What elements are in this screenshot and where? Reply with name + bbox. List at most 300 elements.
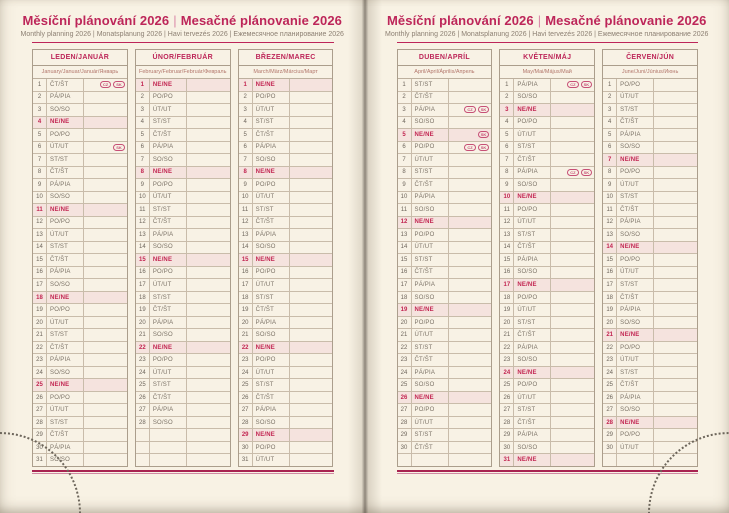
empty-day-row	[398, 454, 492, 466]
day-row	[500, 292, 594, 305]
day-row	[398, 154, 492, 167]
empty-day-row	[136, 429, 230, 442]
notes-cell	[654, 217, 697, 229]
notes-cell	[551, 442, 594, 454]
empty-day-row	[603, 454, 697, 466]
day-number: 28	[136, 417, 150, 429]
day-row	[398, 204, 492, 217]
day-number: 9	[136, 179, 150, 191]
day-row	[136, 354, 230, 367]
day-row	[603, 367, 697, 380]
notes-cell	[290, 242, 333, 254]
day-row	[33, 404, 127, 417]
notes-cell	[654, 317, 697, 329]
day-name: ČT/ŠT	[617, 292, 654, 304]
months-right	[397, 49, 699, 467]
day-name: ST/ST	[47, 242, 84, 254]
day-number: 7	[500, 154, 514, 166]
day-name: PO/PO	[514, 204, 551, 216]
months-left	[32, 49, 334, 467]
notes-cell	[187, 292, 230, 304]
notes-cell	[290, 404, 333, 416]
day-row	[603, 417, 697, 430]
day-row	[398, 179, 492, 192]
month-subtitle: May/Mai/Május/Май	[500, 66, 594, 79]
day-name: ST/ST	[150, 204, 187, 216]
notes-cell	[187, 167, 230, 179]
notes-cell	[654, 417, 697, 429]
month-rows	[136, 79, 230, 466]
notes-cell	[551, 329, 594, 341]
day-number: 9	[500, 179, 514, 191]
day-number: 24	[398, 367, 412, 379]
notes-cell	[290, 167, 333, 179]
day-row	[33, 254, 127, 267]
notes-cell	[187, 242, 230, 254]
day-number: 27	[239, 404, 253, 416]
right-page	[365, 0, 729, 513]
notes-cell	[449, 317, 492, 329]
day-number: 27	[136, 404, 150, 416]
day-number: 23	[500, 354, 514, 366]
day-name: NE/NE	[150, 254, 187, 266]
month-subtitle: January/Januar/Január/Январь	[33, 66, 127, 79]
day-row	[500, 179, 594, 192]
day-row	[500, 217, 594, 230]
day-row	[239, 267, 333, 280]
day-number: 12	[603, 217, 617, 229]
notes-cell	[84, 254, 127, 266]
day-name: ČT/ŠT	[253, 304, 290, 316]
day-name: NE/NE	[617, 154, 654, 166]
day-name: PÁ/PIA	[253, 404, 290, 416]
day-row	[603, 329, 697, 342]
day-number: 5	[398, 129, 412, 141]
notes-cell	[654, 342, 697, 354]
day-name: PÁ/PIA	[47, 354, 84, 366]
day-row	[398, 329, 492, 342]
bottom-rule	[397, 470, 699, 474]
month-rows	[33, 79, 127, 466]
notes-cell	[449, 267, 492, 279]
day-row	[239, 179, 333, 192]
day-name: ST/ST	[253, 379, 290, 391]
day-row	[603, 279, 697, 292]
day-row	[239, 317, 333, 330]
day-name: ÚT/UT	[514, 217, 551, 229]
sk-holiday-badge-icon: SK	[478, 131, 490, 138]
notes-cell	[654, 154, 697, 166]
day-row	[136, 404, 230, 417]
day-name: PÁ/PIA	[150, 404, 187, 416]
day-name	[617, 454, 654, 466]
day-row	[398, 379, 492, 392]
day-name: PO/PO	[150, 354, 187, 366]
notes-cell	[290, 117, 333, 129]
day-row	[603, 342, 697, 355]
day-name: PO/PO	[617, 342, 654, 354]
day-row	[33, 242, 127, 255]
day-number: 14	[239, 242, 253, 254]
day-number: 24	[239, 367, 253, 379]
day-name: PO/PO	[412, 404, 449, 416]
day-number: 9	[603, 179, 617, 191]
notes-cell	[84, 342, 127, 354]
day-name: SO/SO	[514, 442, 551, 454]
notes-cell	[654, 254, 697, 266]
notes-cell	[84, 79, 127, 91]
day-number: 22	[33, 342, 47, 354]
day-number: 28	[239, 417, 253, 429]
day-number: 18	[603, 292, 617, 304]
day-name: PO/PO	[47, 392, 84, 404]
notes-cell	[654, 92, 697, 104]
day-row	[136, 129, 230, 142]
day-row	[398, 104, 492, 117]
day-number: 23	[136, 354, 150, 366]
notes-cell	[84, 104, 127, 116]
day-row	[500, 442, 594, 455]
notes-cell	[187, 392, 230, 404]
day-number	[603, 454, 617, 466]
day-row	[239, 292, 333, 305]
day-number: 4	[603, 117, 617, 129]
day-name: ČT/ŠT	[47, 429, 84, 441]
day-name: SO/SO	[47, 192, 84, 204]
day-number: 12	[136, 217, 150, 229]
day-number: 12	[239, 217, 253, 229]
notes-cell	[449, 329, 492, 341]
day-number: 14	[603, 242, 617, 254]
day-number: 29	[33, 429, 47, 441]
notes-cell	[449, 204, 492, 216]
day-row	[239, 229, 333, 242]
day-number: 27	[33, 404, 47, 416]
notes-cell	[290, 354, 333, 366]
notes-cell	[654, 454, 697, 466]
day-row	[398, 404, 492, 417]
day-name: ČT/ŠT	[150, 129, 187, 141]
notes-cell	[449, 179, 492, 191]
day-number: 11	[603, 204, 617, 216]
day-number: 10	[136, 192, 150, 204]
day-name: NE/NE	[514, 104, 551, 116]
day-name: ST/ST	[412, 167, 449, 179]
month-title: KVĚTEN/MÁJ	[500, 50, 594, 66]
notes-cell	[290, 217, 333, 229]
day-name: NE/NE	[253, 429, 290, 441]
day-row	[136, 342, 230, 355]
day-number: 6	[136, 142, 150, 154]
notes-cell	[551, 104, 594, 116]
day-row	[136, 329, 230, 342]
day-name: ÚT/UT	[617, 179, 654, 191]
day-number: 13	[398, 229, 412, 241]
day-number: 25	[398, 379, 412, 391]
day-row	[603, 267, 697, 280]
day-row	[500, 129, 594, 142]
day-number: 8	[398, 167, 412, 179]
day-name: SO/SO	[412, 204, 449, 216]
notes-cell	[84, 117, 127, 129]
day-number: 5	[500, 129, 514, 141]
day-number: 7	[398, 154, 412, 166]
day-number: 13	[239, 229, 253, 241]
notes-cell	[449, 354, 492, 366]
day-number: 17	[136, 279, 150, 291]
day-number: 19	[239, 304, 253, 316]
notes-cell	[84, 354, 127, 366]
notes-cell	[551, 367, 594, 379]
day-name: ČT/ŠT	[617, 117, 654, 129]
notes-cell	[551, 92, 594, 104]
day-row	[33, 117, 127, 130]
notes-cell	[290, 142, 333, 154]
month-rows	[500, 79, 594, 466]
day-row	[136, 317, 230, 330]
day-number: 10	[500, 192, 514, 204]
day-row	[500, 242, 594, 255]
notes-cell	[654, 304, 697, 316]
day-row	[33, 454, 127, 466]
day-name: ST/ST	[617, 192, 654, 204]
day-name: ÚT/UT	[150, 104, 187, 116]
day-row	[398, 229, 492, 242]
day-row	[33, 317, 127, 330]
day-row	[33, 354, 127, 367]
day-number: 5	[136, 129, 150, 141]
day-number: 24	[500, 367, 514, 379]
day-number: 4	[136, 117, 150, 129]
day-row	[398, 429, 492, 442]
day-name: PÁ/PIA	[514, 429, 551, 441]
day-row	[136, 267, 230, 280]
day-number	[136, 429, 150, 441]
day-number: 2	[398, 92, 412, 104]
day-number: 16	[33, 267, 47, 279]
day-name: PÁ/PIA	[514, 342, 551, 354]
day-number: 20	[603, 317, 617, 329]
day-row	[239, 254, 333, 267]
day-row	[33, 204, 127, 217]
notes-cell	[187, 142, 230, 154]
day-name: NE/NE	[150, 79, 187, 91]
day-row	[398, 317, 492, 330]
notes-cell	[449, 292, 492, 304]
day-number: 20	[500, 317, 514, 329]
day-row	[239, 304, 333, 317]
day-number: 29	[603, 429, 617, 441]
day-row	[398, 217, 492, 230]
day-row	[398, 417, 492, 430]
day-name: PÁ/PIA	[617, 129, 654, 141]
notes-cell	[551, 217, 594, 229]
notes-cell	[84, 392, 127, 404]
notes-cell	[290, 154, 333, 166]
day-row	[603, 192, 697, 205]
day-name: ÚT/UT	[47, 142, 84, 154]
notes-cell	[84, 329, 127, 341]
notes-cell	[187, 204, 230, 216]
day-name: ÚT/UT	[253, 104, 290, 116]
notes-cell	[551, 142, 594, 154]
empty-day-row	[136, 442, 230, 455]
notes-cell	[84, 242, 127, 254]
bottom-rule	[32, 470, 334, 474]
day-row	[500, 329, 594, 342]
day-number: 2	[500, 92, 514, 104]
day-name: SO/SO	[253, 417, 290, 429]
day-name: SO/SO	[150, 329, 187, 341]
day-row	[500, 404, 594, 417]
day-number: 30	[239, 442, 253, 454]
day-number: 22	[603, 342, 617, 354]
day-number: 7	[603, 154, 617, 166]
day-row	[136, 367, 230, 380]
notes-cell	[449, 442, 492, 454]
day-number: 23	[33, 354, 47, 366]
day-name: ST/ST	[617, 104, 654, 116]
day-number: 14	[500, 242, 514, 254]
notes-cell	[654, 229, 697, 241]
day-row	[603, 392, 697, 405]
day-number: 26	[33, 392, 47, 404]
notes-cell	[449, 192, 492, 204]
notes-cell	[84, 92, 127, 104]
notes-cell	[187, 354, 230, 366]
day-name: ČT/ŠT	[253, 129, 290, 141]
day-row	[500, 117, 594, 130]
notes-cell	[551, 154, 594, 166]
day-name: SO/SO	[253, 329, 290, 341]
day-name: ČT/ŠT	[412, 92, 449, 104]
notes-cell	[84, 179, 127, 191]
day-number: 1	[398, 79, 412, 91]
day-row	[500, 392, 594, 405]
day-name: PÁ/PIA	[617, 392, 654, 404]
day-name: PO/PO	[47, 129, 84, 141]
month-table	[32, 49, 128, 467]
notes-cell	[290, 104, 333, 116]
day-number: 3	[603, 104, 617, 116]
month-table	[397, 49, 493, 467]
day-row	[239, 354, 333, 367]
day-number: 19	[500, 304, 514, 316]
notes-cell	[654, 104, 697, 116]
day-row	[239, 242, 333, 255]
day-number: 14	[33, 242, 47, 254]
day-name: NE/NE	[412, 217, 449, 229]
day-name: NE/NE	[412, 304, 449, 316]
notes-cell	[187, 367, 230, 379]
notes-cell	[551, 229, 594, 241]
notes-cell	[654, 142, 697, 154]
day-row	[603, 154, 697, 167]
day-number: 24	[603, 367, 617, 379]
notes-cell	[290, 292, 333, 304]
day-number: 29	[500, 429, 514, 441]
day-row	[136, 242, 230, 255]
day-name: ST/ST	[150, 117, 187, 129]
notes-cell	[449, 142, 492, 154]
day-row	[136, 104, 230, 117]
title-separator: |	[173, 13, 177, 28]
day-name: PÁ/PIA	[253, 229, 290, 241]
day-number: 10	[398, 192, 412, 204]
month-title: DUBEN/APRÍL	[398, 50, 492, 66]
day-number: 11	[136, 204, 150, 216]
day-row	[500, 267, 594, 280]
day-name: ST/ST	[150, 379, 187, 391]
day-row	[500, 354, 594, 367]
day-number: 17	[603, 279, 617, 291]
day-row	[603, 104, 697, 117]
notes-cell	[551, 404, 594, 416]
day-name: PÁ/PIA	[47, 442, 84, 454]
day-number: 2	[33, 92, 47, 104]
day-number: 4	[500, 117, 514, 129]
day-number: 6	[33, 142, 47, 154]
day-row	[500, 379, 594, 392]
notes-cell	[551, 354, 594, 366]
page-title-cs: Měsíční plánování 2026	[387, 13, 534, 28]
notes-cell	[187, 254, 230, 266]
day-number: 18	[500, 292, 514, 304]
day-number: 29	[398, 429, 412, 441]
day-name: ČT/ŠT	[514, 329, 551, 341]
notes-cell	[449, 129, 492, 141]
day-number: 26	[239, 392, 253, 404]
day-name: SO/SO	[150, 242, 187, 254]
day-name: ST/ST	[617, 367, 654, 379]
cz-holiday-badge-icon: CZ	[464, 106, 475, 113]
day-row	[500, 192, 594, 205]
day-number: 21	[239, 329, 253, 341]
notes-cell	[290, 204, 333, 216]
notes-cell	[187, 117, 230, 129]
day-name: NE/NE	[514, 367, 551, 379]
notes-cell	[84, 142, 127, 154]
day-row	[136, 79, 230, 92]
notes-cell	[84, 154, 127, 166]
day-name: ČT/ŠT	[47, 254, 84, 266]
day-row	[398, 392, 492, 405]
day-row	[603, 429, 697, 442]
day-number: 10	[603, 192, 617, 204]
notes-cell	[187, 404, 230, 416]
day-row	[603, 242, 697, 255]
day-number: 11	[239, 204, 253, 216]
day-name: ÚT/UT	[412, 329, 449, 341]
notes-cell	[187, 129, 230, 141]
day-row	[239, 192, 333, 205]
day-name: ÚT/UT	[253, 279, 290, 291]
notes-cell	[654, 242, 697, 254]
notes-cell	[84, 442, 127, 454]
title-rule	[397, 42, 699, 43]
day-name: PO/PO	[514, 117, 551, 129]
day-number: 28	[603, 417, 617, 429]
day-row	[398, 367, 492, 380]
notes-cell	[84, 229, 127, 241]
notes-cell	[449, 217, 492, 229]
day-number: 17	[33, 279, 47, 291]
day-row	[603, 304, 697, 317]
day-row	[398, 442, 492, 455]
day-row	[239, 417, 333, 430]
day-row	[239, 367, 333, 380]
day-row	[239, 454, 333, 466]
